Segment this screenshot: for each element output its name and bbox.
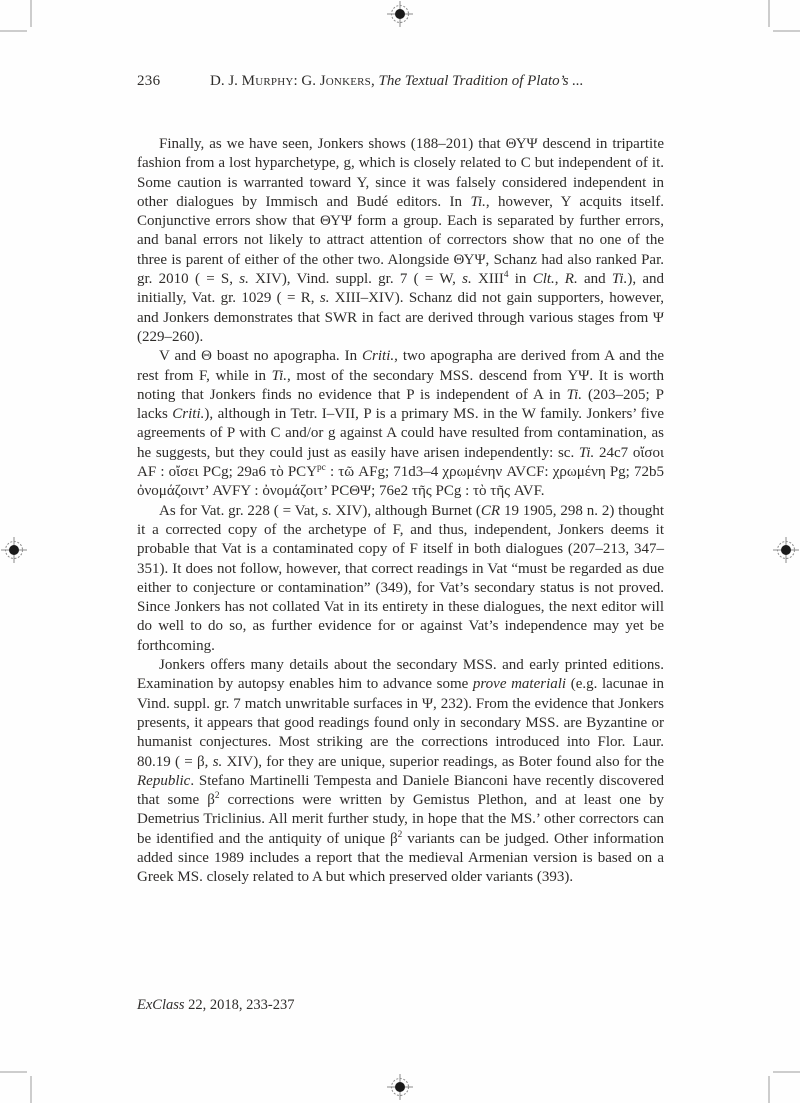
- text-segment: Clt.: [532, 271, 555, 288]
- text-segment: , two apographa are derived from A and the rest from F, while in: [137, 348, 664, 384]
- text-segment: , however, Y acquits itself. Conjunctive errors show that ΘΥΨ form a group. Each is separated by further errors, and banal errors not likely to attract attention of correctors show that no one of the three is parent of either of the other two. Alongside ΘΥΨ, Schanz had also ranked Par. gr. 2010 ( = S,: [137, 193, 664, 288]
- text-segment: s.: [322, 502, 332, 519]
- crop-mark: [0, 30, 27, 32]
- text-segment: 22, 2018, 233-237: [184, 997, 295, 1013]
- text-segment: V and Θ boast no apographa. In: [159, 348, 363, 365]
- text-segment: ExClass: [137, 997, 185, 1013]
- text-segment: s.: [212, 753, 223, 770]
- crop-mark: [768, 1076, 770, 1103]
- text-segment: in: [508, 271, 533, 288]
- text-segment: Criti.: [172, 406, 205, 423]
- text-segment: Jonkers: [319, 73, 371, 89]
- text-segment: As for Vat. gr. 228 ( = Vat,: [159, 502, 323, 519]
- text-segment: : G.: [293, 73, 320, 89]
- text-segment: 4: [503, 270, 509, 281]
- running-title: [210, 72, 664, 91]
- paragraph: [137, 347, 664, 501]
- text-segment: Criti.: [362, 348, 395, 365]
- paragraph: [137, 135, 664, 347]
- text-segment: ), although in Tetr. I–VII, P is a primary MS. in the W family. Jonkers’ five agreements of P with C and/or g against A could have resulted from contamination, as he suggests, but they could just as easily have arisen independently: sc.: [137, 406, 664, 461]
- text-segment: XIV), although Burnet (: [331, 502, 481, 519]
- text-segment: XIV), Vind. suppl. gr. 7 ( = W,: [248, 271, 463, 288]
- crop-mark: [773, 30, 800, 32]
- journal-footer: [137, 997, 295, 1014]
- crop-mark: [30, 0, 32, 27]
- running-header: [137, 72, 664, 91]
- text-segment: Finally, as we have seen, Jonkers shows (188–201) that ΘΥΨ descend in tripartite fashion from a lost hyparchetype, g, which is closely related to C but independent of it. Some caution is warranted toward Y, since it was falsely considered independent in other dialogues by Immisch and Budé editors. In: [137, 136, 664, 210]
- crop-mark: [768, 0, 770, 27]
- registration-mark-icon: [387, 1, 413, 27]
- crop-mark: [30, 1076, 32, 1103]
- text-segment: ,: [554, 271, 565, 288]
- text-segment: : τῶ AFg; 71d3–4 χρωμένην AVCF: χρωμένη Pg; 72b5 ὀνομάζοιντ’ AVFY : ὀνομάζοιτ’ PCΘΨ; 76e2 τῆς PCg : τὸ τῆς AVF.: [137, 464, 664, 500]
- text-segment: prove materiali: [472, 676, 567, 693]
- text-segment: Murphy: [241, 73, 294, 89]
- body-text: [137, 135, 664, 888]
- text-segment: Ti.: [566, 386, 583, 403]
- text-segment: 19 1905, 298 n. 2) thought it a corrected copy of the archetype of F, and thus, independent, Jonkers deems it probable that Vat is a contaminated copy of F itself in both dialogues (207–213, 347–351). It does not follow, however, that correct readings in Vat “must be regarded as due either to conjecture or contamination” (349), for Vat’s secondary status is not proved. Since Jonkers has not collated Vat in its entirety in these dialogues, the next editor will do well to do so, as further evidence for or against Vat’s independence may yet be forthcoming.: [137, 502, 664, 654]
- text-segment: corrections were written by Gemistus Plethon, and at least one by Demetrius Triclinius. All merit further study, in hope that the MS.’ other correctors can be identified and the antiquity of unique β: [137, 792, 664, 847]
- text-segment: D. J.: [210, 73, 242, 89]
- text-segment: Ti.: [271, 367, 288, 384]
- text-segment: . Stefano Martinelli Tempesta and Daniele Bianconi have recently discovered that some β: [137, 772, 664, 809]
- registration-mark-icon: [387, 1074, 413, 1100]
- text-segment: Jonkers offers many details about the secondary MSS. and early printed editions. Examination by autopsy enables him to advance some: [137, 657, 664, 693]
- text-segment: 24c7 οἴσοι AF : οἴσει PCg; 29a6 τὸ PCY: [137, 444, 664, 481]
- text-segment: (e.g. lacunae in Vind. suppl. gr. 7 match unwritable surfaces in Ψ, 232). From the evidence that Jonkers presents, it appears that good readings found only in secondary MSS. are Byzantine or humanist conjectures. Most striking are the corrections introduced into Flor. Laur. 80.19 ( = β,: [137, 676, 665, 770]
- paragraph: [137, 502, 664, 656]
- text-segment: , most of the secondary MSS. descend from ΥΨ. It is worth noting that Jonkers finds no evidence that P is independent of A in: [137, 367, 664, 403]
- text-segment: The Textual Tradition of Plato’s ...: [378, 73, 584, 89]
- crop-mark: [773, 1071, 800, 1073]
- text-segment: Ti.: [611, 271, 628, 288]
- text-segment: XIII–XIV). Schanz did not gain supporters, however, and Jonkers demonstrates that SWR in fact are derived through various stages from Ψ (229–260).: [137, 290, 664, 345]
- paragraph: [137, 656, 664, 888]
- text-segment: pc: [317, 463, 326, 474]
- text-segment: variants can be judged. Other information added since 1989 includes a report that the medieval Armenian version is based on a Greek MS. closely related to A but which preserved older variants (393).: [137, 830, 664, 886]
- text-segment: R.: [564, 271, 578, 288]
- text-block: [137, 72, 664, 888]
- text-segment: Ti.: [578, 444, 595, 461]
- text-segment: CR: [480, 502, 501, 519]
- text-segment: XIII: [471, 271, 504, 288]
- text-segment: s.: [319, 290, 330, 307]
- text-segment: ,: [371, 73, 379, 89]
- text-segment: and: [577, 271, 612, 288]
- text-segment: 2: [214, 791, 220, 802]
- text-segment: ), and initially, Vat. gr. 1029 ( = R,: [137, 271, 665, 307]
- text-segment: (203–205; P lacks: [137, 386, 664, 423]
- text-segment: s.: [462, 271, 472, 288]
- page-number: 236: [137, 73, 161, 89]
- registration-mark-icon: [773, 537, 799, 563]
- crop-mark: [0, 1071, 27, 1073]
- registration-mark-icon: [1, 537, 27, 563]
- text-segment: Ti.: [470, 193, 486, 210]
- text-segment: 2: [397, 829, 403, 840]
- text-segment: XIV), for they are unique, superior readings, as Boter found also for the: [222, 753, 664, 770]
- text-segment: s.: [239, 271, 249, 288]
- text-segment: Republic: [137, 772, 191, 789]
